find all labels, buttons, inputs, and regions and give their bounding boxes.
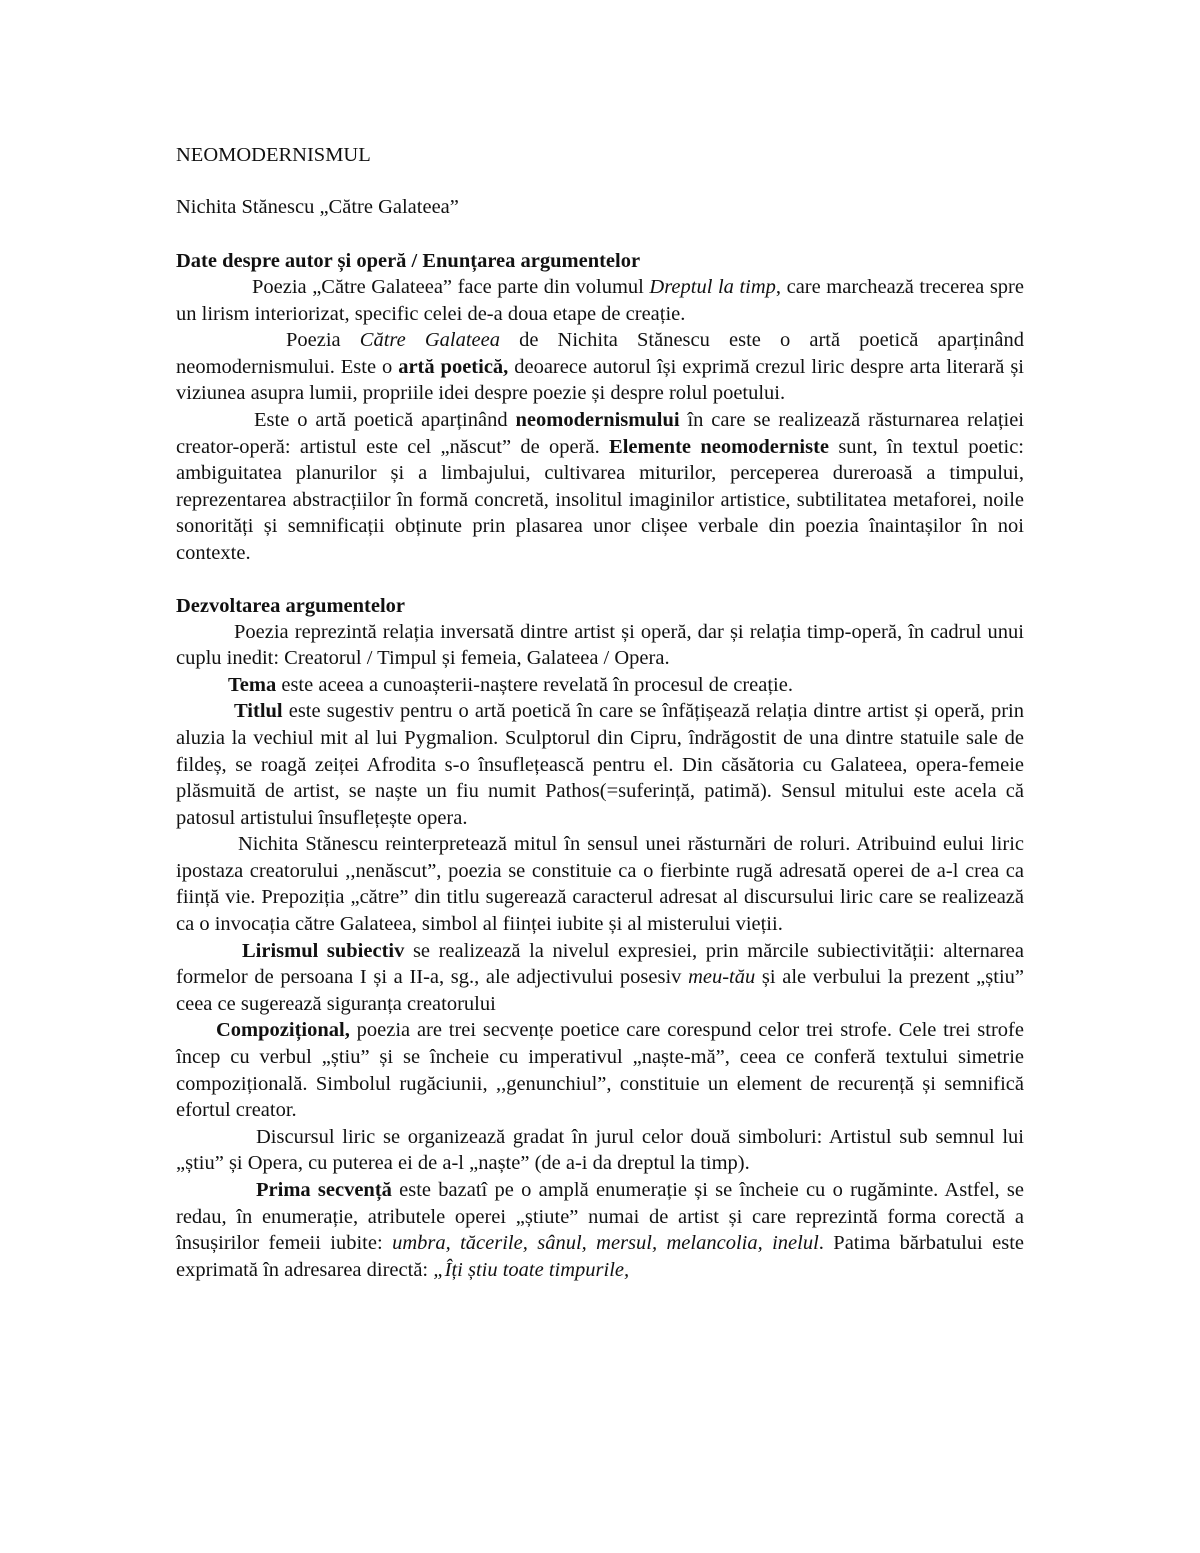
paragraph-tema: Tema este aceea a cunoașterii-naștere revelată în procesul de creație. bbox=[228, 673, 793, 696]
document-subtitle: Nichita Stănescu „Către Galateea” bbox=[176, 196, 459, 218]
paragraph-lirismul-subiectiv: Lirismul subiectiv se realizează la nivelul expresiei, prin mărcile subiectivității: alternarea formelor de persoana I și a II-a, sg., ale adjectivului posesiv meu-tău și ale verbului la prezent „știu” ceea ce sugerează siguranța creatorului bbox=[176, 939, 1025, 1015]
paragraph-prima-secventa: Prima secvență este bazatî pe o amplă enumerație și se încheie cu o rugăminte. Astfel, se redau, în enumerație, atributele operei „știute” numai de artist și care reprezintă forma corectă a însușirilor femeii iubite: umbra, tăcerile, sânul, mersul, melancolia, inelul. Patima bărbatului este exprimată în adresarea directă: „Îți știu toate timpurile, bbox=[176, 1179, 1024, 1281]
paragraph-compozitional: Compozițional, poezia are trei secvențe poetice care corespund celor trei strofe. Cele trei strofe încep cu verbul „știu” și se încheie cu imperativul „naște-mă”, ceea ce conferă textului simetrie compozițională. Simbolul rugăciunii, ,,genunchiul”, constituie un element de recurență și semnifică efortul creator. bbox=[176, 1019, 1024, 1122]
paragraph-titlul: Titlul este sugestiv pentru o artă poetică în care se înfățișează relația dintre artist și operă, prin aluzia la vechiul mit al lui Pygmalion. Sculptorul din Cipru, îndrăgostit de una dintre statuile sale de fildeș, se roagă zeiței Afrodita s-o însuflețească pentru el. Din căsătoria cu Galateea, opera-femeie plăsmuită de artist, se naște un fiu numit Pathos(=suferință, patimă). Sensul mitului este acela că patosul artistului însuflețește opera. bbox=[176, 700, 1024, 829]
paragraph-relatia-inversata: Poezia reprezintă relația inversată dintre artist și operă, dar și relația timp-operă, în cadrul unui cuplu inedit: Creatorul / Timpul și femeia, Galateea / Opera. bbox=[176, 620, 1024, 670]
section-spacer bbox=[176, 567, 1024, 593]
section-heading-date-despre-autor: Date despre autor și operă / Enunțarea argumentelor bbox=[176, 250, 641, 272]
paragraph-volum: Poezia „Către Galateea” face parte din volumul Dreptul la timp, care marchează trecerea spre un lirism interiorizat, specific celei de-a doua etape de creație. bbox=[176, 276, 1024, 325]
section-heading-dezvoltarea-argumentelor: Dezvoltarea argumentelor bbox=[176, 594, 406, 617]
paragraph-reinterpretare-mit: Nichita Stănescu reinterpretează mitul în sensul unei răsturnări de roluri. Atribuind eului liric ipostaza creatorului ,,nenăscut”, poezia se constituie ca o fierbinte rugă adresată operei de a-l crea ca ființă vie. Prepoziția „către” din titlu sugerează caracterul adresat al discursului liric care se realizează ca o invocația către Galateea, simbol al ființei iubite și al misterului vieții. bbox=[176, 833, 1024, 936]
paragraph-neomodernism: Este o artă poetică aparținând neomodernismului în care se realizează răsturnarea relației creator-operă: artistul este cel „născut” de operă. Elemente neomoderniste sunt, în textul poetic: ambiguitatea planurilor și a limbajului, cultivarea miturilor, perceperea dureroasă a timpului, reprezentarea abstracțiilor în formă concretă, insolitul imaginilor artistice, subtilitatea metaforei, noile sonorități și semnificații obținute prin plasarea unor clișee verbale din poezia înaintașilor în noi contexte. bbox=[176, 408, 1025, 564]
paragraph-arta-poetica: Poezia Către Galateea de Nichita Stănescu este o artă poetică aparținând neomodernismului. Este o artă poetică, deoarece autorul își exprimă crezul liric despre arta literară și viziunea asupra lumii, propriile idei despre poezie și despre rolul poetului. bbox=[176, 329, 1025, 405]
paragraph-discursul-liric: Discursul liric se organizează gradat în jurul celor două simboluri: Artistul sub semnul lui „știu” și Opera, cu puterea ei de a-l „naște” (de a-i da dreptul la timp). bbox=[176, 1125, 1024, 1175]
document-title: NEOMODERNISMUL bbox=[176, 144, 371, 166]
